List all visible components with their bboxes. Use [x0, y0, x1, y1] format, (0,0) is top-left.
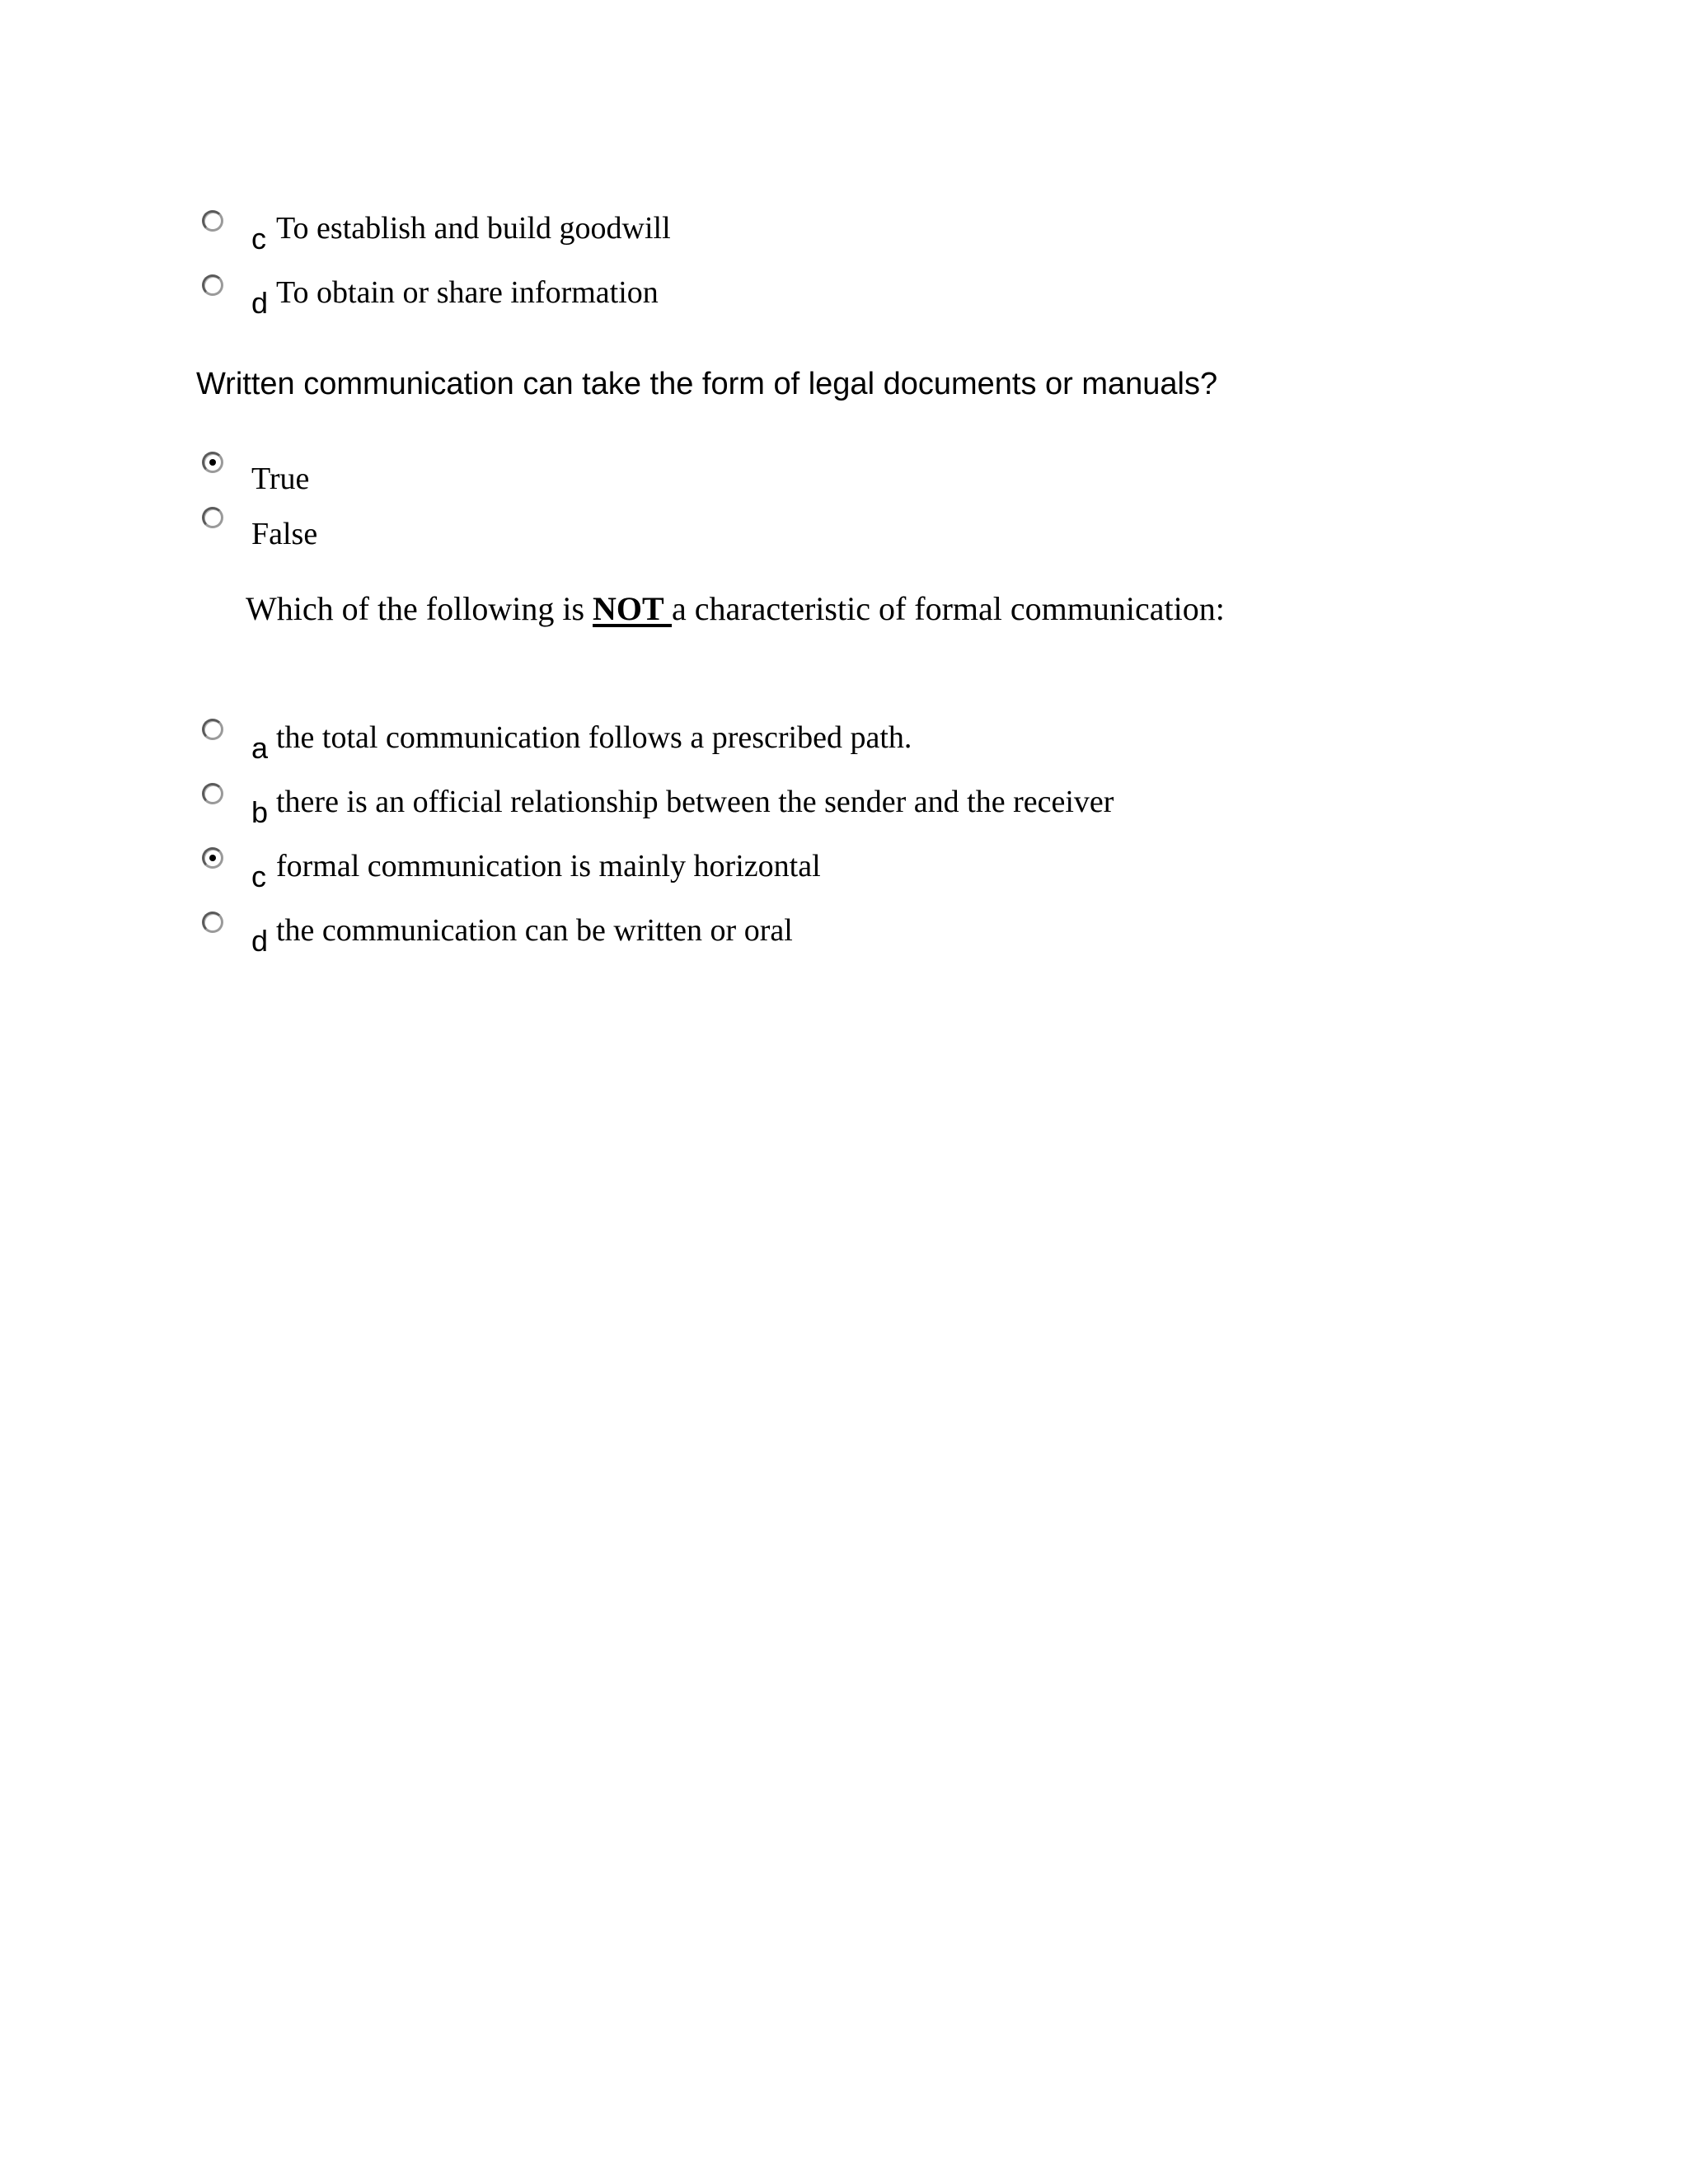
radio-button-q3-a[interactable] — [202, 719, 223, 740]
option-letter: c — [251, 222, 266, 255]
option-label: To obtain or share information — [276, 275, 659, 310]
prompt-text: Which of the following is — [246, 590, 593, 627]
question-prompt — [246, 590, 1225, 627]
option-label: the total communication follows a prescribed path. — [276, 720, 912, 755]
prompt-text: a characteristic of formal communication: — [672, 590, 1225, 627]
option-label: formal communication is mainly horizontal — [276, 849, 821, 883]
radio-button-false[interactable] — [202, 507, 223, 528]
option-letter: a — [251, 731, 269, 765]
option-label: there is an official relationship between the sender and the receiver — [276, 785, 1114, 819]
radio-button-q1-d[interactable] — [202, 274, 223, 296]
radio-button-q3-c[interactable] — [202, 847, 223, 869]
prompt-emphasis: NOT — [593, 590, 673, 627]
question-prompt: Written communication can take the form of legal documents or manuals? — [196, 367, 1218, 401]
option-letter: d — [251, 286, 269, 320]
option-letter: b — [251, 795, 269, 829]
option-label: To establish and build goodwill — [276, 211, 671, 246]
option-letter: c — [251, 860, 266, 893]
radio-button-q3-b[interactable] — [202, 783, 223, 804]
option-label: True — [251, 462, 310, 496]
radio-button-q1-c[interactable] — [202, 210, 223, 232]
radio-button-q3-d[interactable] — [202, 912, 223, 933]
radio-button-true[interactable] — [202, 452, 223, 473]
option-letter: d — [251, 924, 269, 958]
option-label: False — [251, 517, 318, 551]
option-label: the communication can be written or oral — [276, 913, 793, 948]
